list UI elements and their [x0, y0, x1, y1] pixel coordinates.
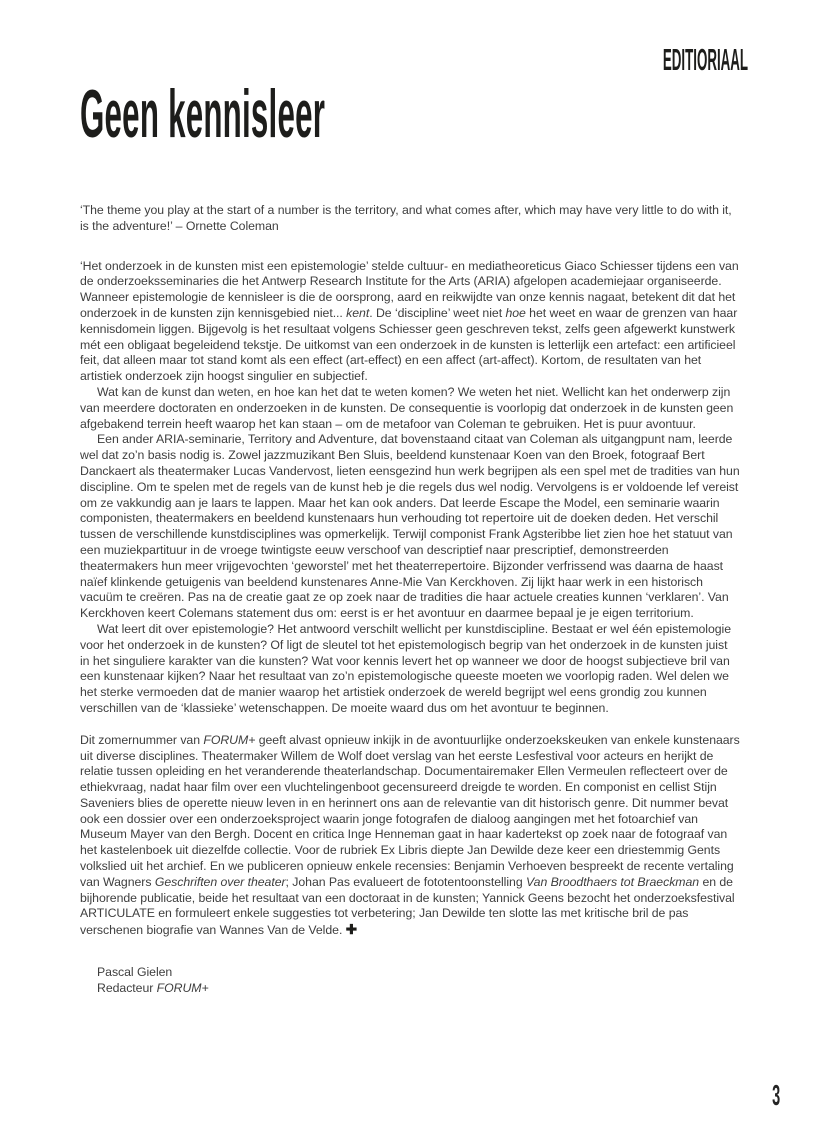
article-body	[80, 203, 740, 997]
signature-name: Pascal Gielen	[97, 965, 173, 980]
paragraph: Wat leert dit over epistemologie? Het antwoord verschilt wellicht per kunstdiscipline. Bestaat er wel één epistemologie voor het onderzoek in de kunsten? Of ligt de sleutel tot het epistemologisch begrip van het onderzoek in de kunsten juist in het singuliere karakter van die kunsten? Wat voor kennis levert het op wanneer we door de hoogst subjectieve bril van een kunstenaar kijken? Naar het resultaat van zo’n epistemologische queeste moeten we voorlopig raden. Wel delen we het sterke vermoeden dat de manier waarop het artistiek onderzoek de wereld begrijpt wel eens grondig zou kunnen verschillen van de ‘klassieke’ wetenschappen. De moeite waard dus om het avontuur te beginnen.	[80, 621, 732, 715]
paragraph: ‘Het onderzoek in de kunsten mist een epistemologie’ stelde cultuur- en mediatheoreticus Giaco Schiesser tijdens een van de onderzoeksseminaries die het Antwerp Research Institute for the Arts (ARIA) afgelopen academiejaar organiseerde. Wanneer epistemologie de kennisleer is die de oorsprong, aard en reikwijdte van onze kennis nagaat, betekent dit dat het onderzoek in de kunsten zijn kennisgebied niet... kent. De ‘discipline’ weet niet hoe het weet en waar de grenzen van haar kennisdomein liggen. Bijgevolg is het resultaat volgens Schiesser geen geschreven tekst, zelfs geen afgewerkt kunstwerk mét een obligaat begeleidend tekstje. De uitkomst van een onderzoek in de kunsten is letterlijk een artefact: een artificieel feit, dat alleen maar tot stand komt als een effect (art-effect) en een affect (art-affect). Kortom, de resultaten van het artistiek onderzoek zijn hoogst singulier en subjectief.	[80, 258, 739, 384]
page-title: Geen kennisleer	[80, 76, 326, 152]
paragraph: Een ander ARIA-seminarie, Territory and Adventure, dat bovenstaand citaat van Coleman als uitgangpunt nam, leerde wel dat zo’n basis nodig is. Zowel jazzmuzikant Ben Sluis, beeldend kunstenaar Koen van den Broek, fotograaf Bert Danckaert als theatermaker Lucas Vandervost, lieten eensgezind hun werk begrijpen als een spel met de tradities van hun discipline. Om te spelen met de regels van de kunst heb je die regels dus wel nodig. Vervolgens is er voldoende lef vereist om ze vakkundig aan je laars te lappen. Maar het kan ook anders. Dat leerde Escape the Model, een seminarie waarin componisten, theatermakers en beeldend kunstenaars hun verhouding tot repertoire uit de doeken deden. Het verschil tussen de verschillende kunstdisciplines was opmerkelijk. Terwijl componist Frank Agsteribbe liet zien hoe het statuut van een muziekpartituur in de vroege twintigste eeuw verschoof van descriptief naar prescriptief, demonstreerden theatermakers hun meer vrijgevochten ‘geworstel’ met het theaterrepertoire. Bijzonder verfrissend was daarna de haast naïef klinkende getuigenis van beeldend kunstenares Anne-Mie Van Kerckhoven. Zij lijkt haar werk in een historisch vacuüm te creëren. Pas na de creatie gaat ze op zoek naar de tradities die haar actuele creaties kunnen ‘verklaren’. Van Kerckhoven keert Colemans statement dus om: eerst is er het avontuur en daarmee bepaal je je eigen territorium.	[80, 432, 740, 621]
signature	[80, 965, 740, 997]
section-kicker: EDITIORIAAL	[662, 42, 748, 77]
signature-role: Redacteur FORUM+	[97, 980, 209, 995]
page-number: 3	[771, 1080, 780, 1112]
paragraph: Dit zomernummer van FORUM+ geeft alvast opnieuw inkijk in de avontuurlijke onderzoekskeuken van enkele kunstenaars uit diverse disciplines. Theatermaker Willem de Wolf doet verslag van het eerste Lesfestival voor acteurs en herijkt de relatie tussen opleiding en het veranderende theaterlandschap. Documentairemaker Ellen Vermeulen reflecteert over de ethiekvraag, nadat haar film over een vluchtelingenboot gecensureerd dreigde te worden. En componist en cellist Stijn Saveniers blies de operette nieuw leven in en herinnert ons aan de relevantie van dit historisch genre. Dit nummer bevat ook een dossier over een onderzoeksproject waarin jonge fotografen de dialoog aangingen met het fotoarchief van Museum Mayer van den Bergh. Docent en critica Inge Henneman gaat in haar kadertekst op zoek naar de fotograaf van het kastelenboek uit diezelfde collectie. Voor de rubriek Ex Libris diepte Jan Dewilde deze keer een driestemmig Gents volkslied uit het archief. En we publiceren opnieuw enkele recensies: Benjamin Verhoeven bespreekt de recente vertaling van Wagners Geschriften over theater; Johan Pas evalueert de fototentoonstelling Van Broodthaers tot Braeckman en de bijhorende publicatie, beide het resultaat van een doctoraat in de kunsten; Yannick Geens bezocht het onderzoeksfestival ARTICULATE en formuleert enkele suggesties tot verbetering; Jan Dewilde ten slotte las met kritische bril de pas verschenen biografie van Wannes Van de Velde. ✚	[80, 732, 740, 938]
paragraph: Wat kan de kunst dan weten, en hoe kan het dat te weten komen? We weten het niet. Wellicht kan het onderwerp zijn van meerdere doctoraten en onderzoeken in de kunsten. De consequentie is voorlopig dat onderzoek in de kunsten geen afgebakend terrein heeft waarop het kan staan – om de metafoor van Coleman te gebruiken. Het is puur avontuur.	[80, 384, 734, 431]
opening-quote: ‘The theme you play at the start of a number is the territory, and what comes after, which may have very little to do with it, is the adventure!’ – Ornette Coleman	[80, 203, 732, 233]
article-end-mark: ✚	[345, 922, 357, 938]
article-paragraphs	[80, 259, 740, 939]
